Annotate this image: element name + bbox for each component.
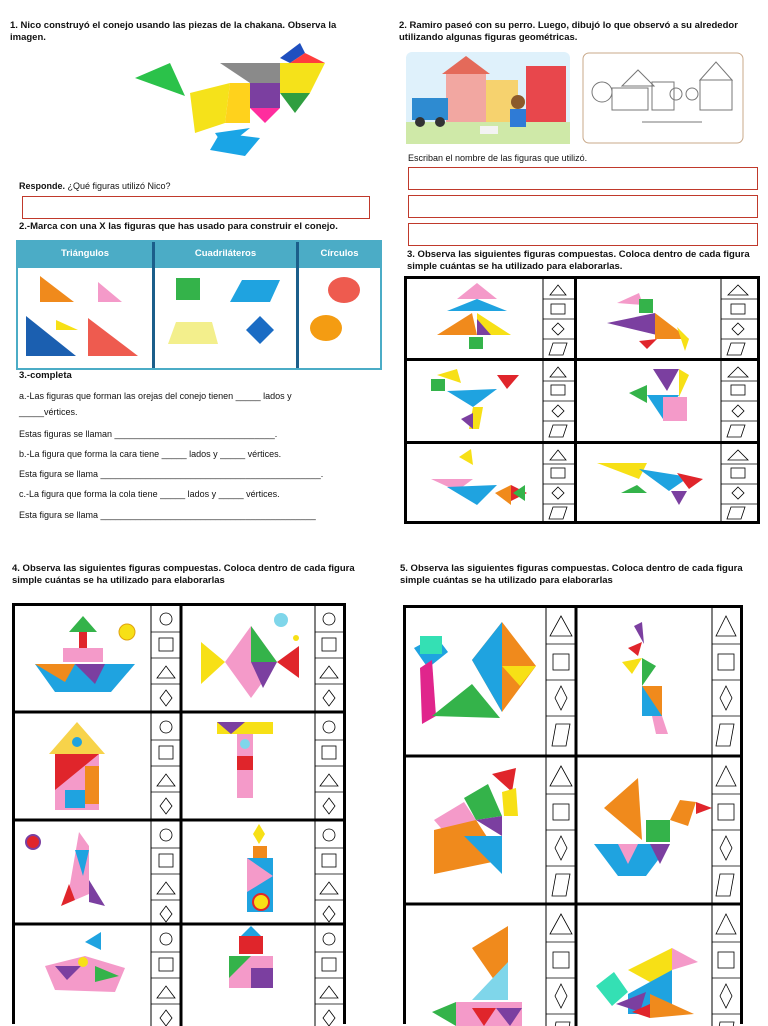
q3-complete-title: 3.-completa (19, 370, 72, 381)
compose-grid-top (404, 276, 760, 524)
answer-box-1[interactable] (408, 167, 758, 190)
town-scene-illustration (406, 52, 570, 144)
orange-circle (310, 315, 342, 341)
red-triangle (88, 318, 138, 356)
q2-walk-instruction: Escriban el nombre de las figuras que utilizó. (408, 153, 588, 163)
shape-trapezoid (220, 63, 280, 83)
q3-compose-title: 3. Observa las siguientes figuras compuestas. Coloca dentro de cada figura simple cuántas se ha utilizado para elaborarlas. (407, 249, 750, 272)
q5-title: 5. Observa las siguientes figuras compuestas. Coloca dentro de cada figura simple cuántas se ha utilizado para elaborarlas (400, 563, 743, 586)
respond-label: Responde. (19, 181, 66, 191)
complete-line-c: c.-La figura que forma la cola tiene _____ lados y _____ vértices. (19, 489, 280, 499)
header-circles: Círculos (320, 248, 359, 259)
blue-triangle (26, 316, 76, 356)
complete-line-b2: Esta figura se llama ____________________________________________. (19, 469, 324, 479)
compose-grid-q5-shapes (406, 608, 740, 1026)
answer-box-2[interactable] (408, 195, 758, 218)
respond-line (19, 180, 171, 192)
compose-grid-top-shapes (407, 279, 757, 521)
complete-line-a3: Estas figuras se llaman ________________________________. (19, 429, 278, 439)
blue-parallelogram (230, 280, 280, 302)
shapes-table-body (18, 268, 380, 368)
q1-title: 1. Nico construyó el conejo usando las piezas de la chakana. Observa la imagen. (10, 20, 337, 43)
rabbit-tangram-figure (130, 38, 340, 158)
pink-triangle (98, 282, 122, 302)
complete-line-a2: _____vértices. (19, 407, 78, 417)
shape-parallelogram (135, 63, 185, 96)
q2-mark-title: 2.-Marca con una X las figuras que has usado para construir el conejo. (19, 221, 338, 232)
complete-line-b: b.-La figura que forma la cara tiene _____ lados y _____ vértices. (19, 449, 282, 459)
green-square (176, 278, 200, 300)
complete-line-c2: Esta figura se llama ___________________________________________ (19, 510, 316, 520)
respond-question: ¿Qué figuras utilizó Nico? (65, 181, 171, 191)
answer-box-3[interactable] (408, 223, 758, 246)
town-shapes-drawing (582, 52, 744, 144)
header-quadrilaterals: Cuadriláteros (194, 248, 257, 259)
shapes-table (16, 240, 382, 370)
red-circle (328, 277, 360, 303)
orange-triangle (40, 276, 74, 302)
blue-rhombus (246, 316, 274, 344)
q4-title: 4. Observa las siguientes figuras compuestas. Coloca dentro de cada figura simple cuántas se ha utilizado para elaborarlas (12, 563, 355, 586)
answer-box-q1[interactable] (22, 196, 370, 219)
q2-walk-title: 2. Ramiro paseó con su perro. Luego, dibujó lo que observó a su alrededor utilizando algunas figuras geométricas. (399, 20, 738, 43)
yellow-triangle (56, 320, 78, 330)
compose-grid-q5 (403, 605, 743, 1024)
header-triangles: Triángulos (60, 248, 110, 259)
yellow-trapezoid (168, 322, 218, 344)
compose-grid-q4-shapes (15, 606, 343, 1026)
compose-grid-q4 (12, 603, 346, 1024)
complete-line-a: a.-Las figuras que forman las orejas del conejo tienen _____ lados y (19, 391, 292, 401)
